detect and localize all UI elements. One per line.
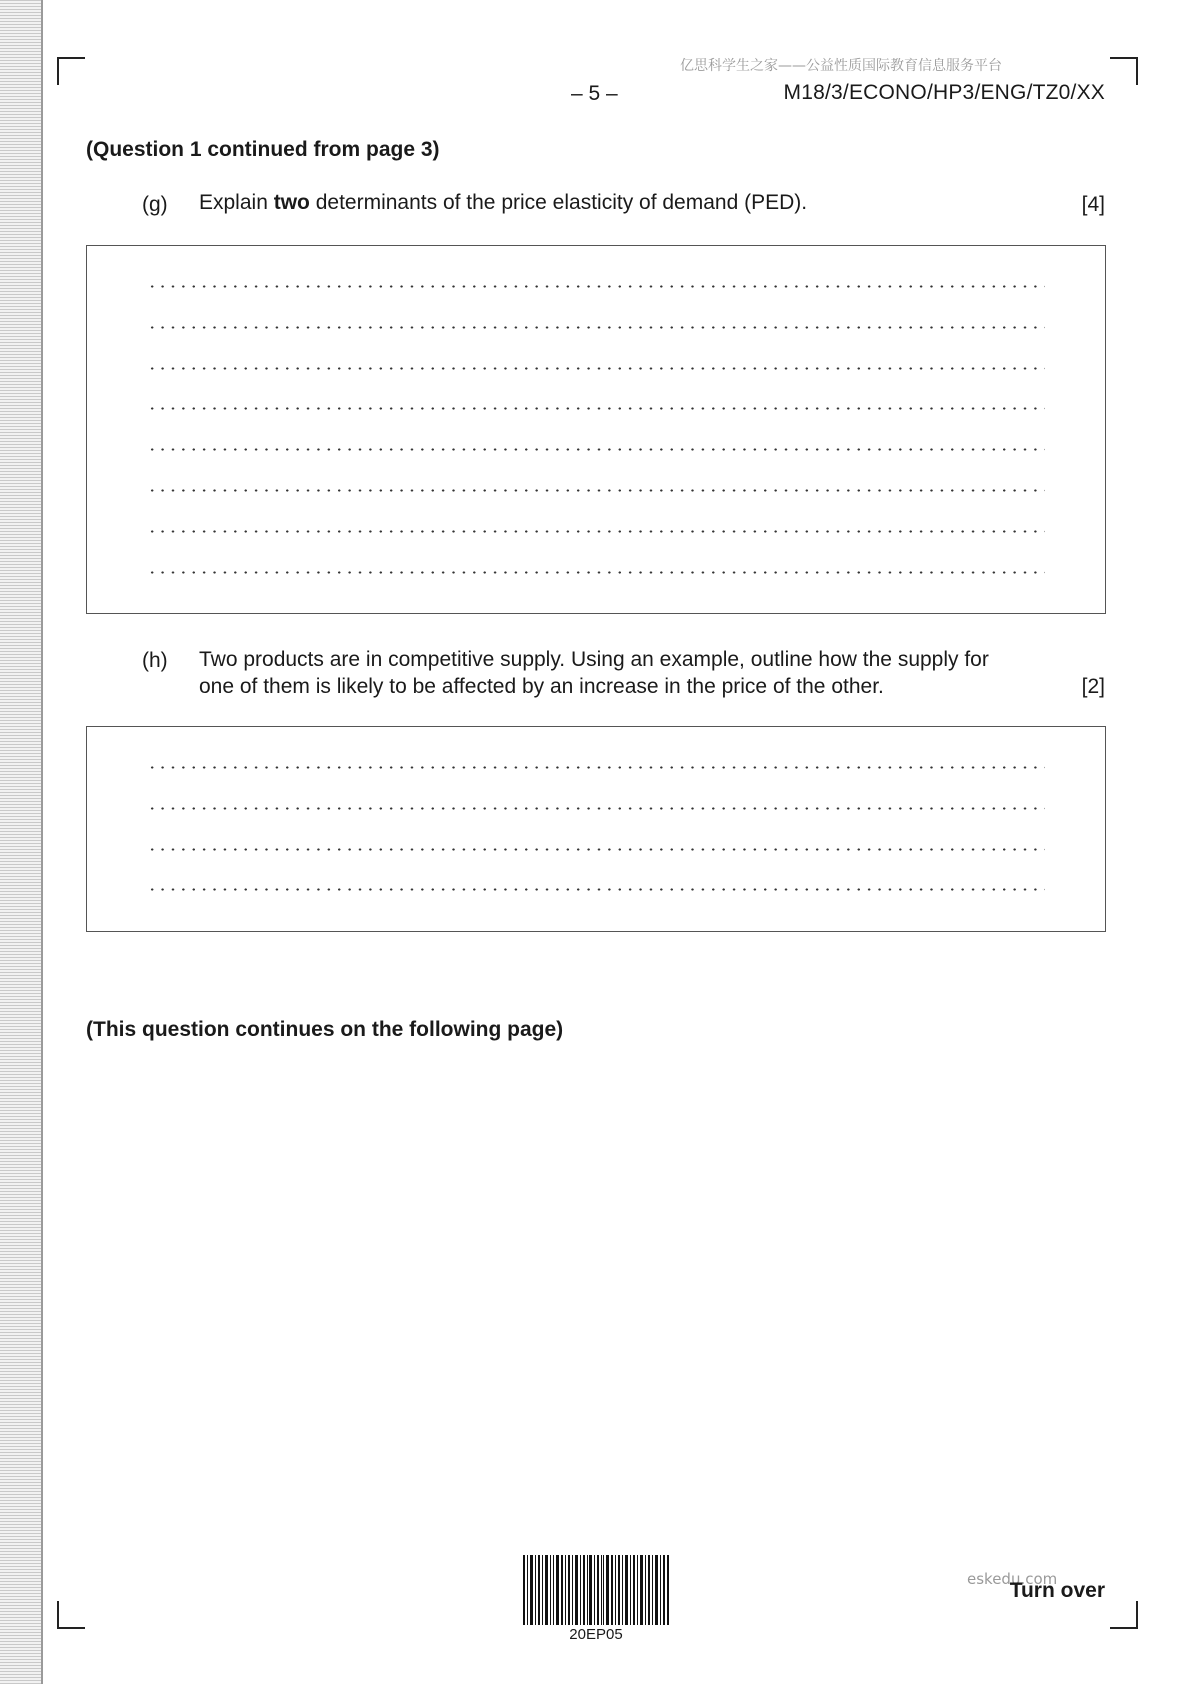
part-g-text-bold: two [273, 191, 310, 214]
answer-line[interactable] [147, 888, 1045, 891]
part-h-label: (h) [142, 649, 168, 672]
continues-note: (This question continues on the following page) [86, 1018, 564, 1041]
answer-line[interactable] [147, 807, 1045, 810]
continued-heading: (Question 1 continued from page 3) [86, 138, 440, 161]
part-h-question [199, 646, 989, 700]
answer-line[interactable] [147, 766, 1045, 769]
paper-code: M18/3/ECONO/HP3/ENG/TZ0/XX [783, 81, 1105, 104]
turn-over-label: Turn over [1009, 1579, 1105, 1602]
crop-mark-top-right [1110, 57, 1138, 85]
crop-mark-bottom-right [1110, 1601, 1138, 1629]
barcode [523, 1555, 669, 1625]
answer-line[interactable] [147, 571, 1045, 574]
part-g-text-before: Explain [199, 191, 274, 214]
crop-mark-bottom-left [57, 1601, 85, 1629]
part-g-question [199, 189, 807, 216]
page-number: – 5 – [571, 82, 618, 105]
part-g-marks: [4] [1081, 193, 1105, 216]
answer-line[interactable] [147, 367, 1045, 370]
part-h-text-line1: Two products are in competitive supply. Using an example, outline how the supply for [199, 648, 989, 671]
answer-line[interactable] [147, 448, 1045, 451]
binding-margin-strip [0, 0, 43, 1684]
part-h-marks: [2] [1081, 675, 1105, 698]
answer-line[interactable] [147, 407, 1045, 410]
part-g-answer-box[interactable] [86, 245, 1106, 614]
part-h-text-line2: one of them is likely to be affected by an increase in the price of the other. [199, 675, 884, 698]
answer-line[interactable] [147, 530, 1045, 533]
footer-watermark: eskedu.com [967, 1570, 1058, 1588]
header-watermark: 亿思科学生之家——公益性质国际教育信息服务平台 [680, 58, 1002, 74]
part-g-text-after: determinants of the price elasticity of demand (PED). [309, 191, 808, 214]
crop-mark-top-left [57, 57, 85, 85]
answer-line[interactable] [147, 326, 1045, 329]
answer-line[interactable] [147, 489, 1045, 492]
answer-line[interactable] [147, 285, 1045, 288]
barcode-text: 20EP05 [569, 1626, 623, 1643]
part-h-answer-box[interactable] [86, 726, 1106, 932]
part-g-label: (g) [142, 193, 168, 216]
answer-line[interactable] [147, 848, 1045, 851]
